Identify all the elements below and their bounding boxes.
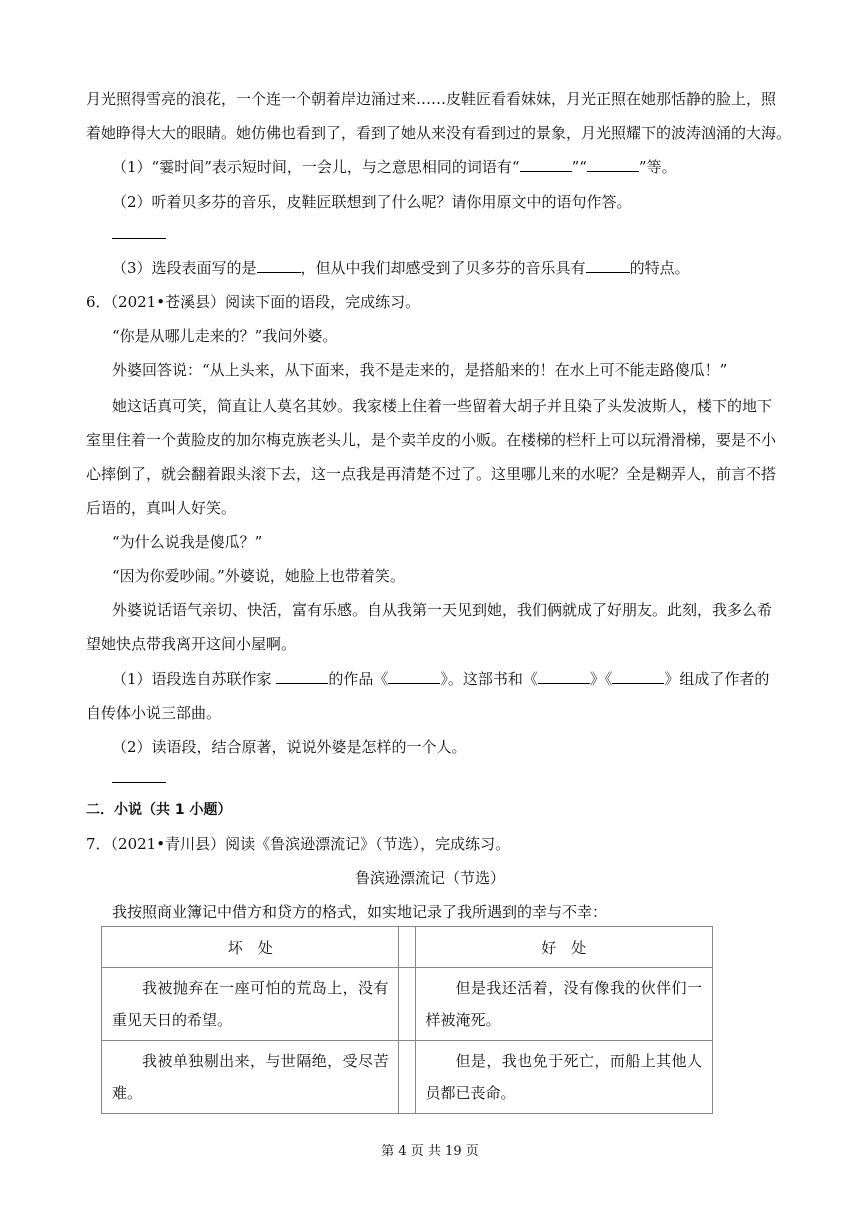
passage-line: “为什么说我是傻瓜？” bbox=[112, 533, 263, 551]
question-5-3 bbox=[112, 258, 776, 278]
question-6-2: （2）读语段，结合原著，说说外婆是怎样的一个人。 bbox=[112, 738, 467, 756]
question-5-1 bbox=[112, 157, 776, 177]
passage-line: 望她快点带我离开这间小屋啊。 bbox=[86, 635, 297, 653]
table-row bbox=[102, 968, 713, 1041]
passage-line: “因为你爱吵闹。”外婆说，她脸上也带着笑。 bbox=[112, 567, 405, 585]
question-text: ，但从中我们却感受到了贝多芬的音乐具有 bbox=[300, 259, 586, 277]
question-text: ”等。 bbox=[638, 158, 677, 176]
passage-line: 她这话真可笑，简直让人莫名其妙。我家楼上住着一些留着大胡子并且染了头发波斯人，楼下的地下 bbox=[112, 397, 773, 415]
question-6-title: 6．（2021•苍溪县）阅读下面的语段，完成练习。 bbox=[86, 293, 421, 311]
answer-blank[interactable] bbox=[587, 157, 639, 172]
answer-blank[interactable] bbox=[612, 669, 664, 684]
passage-title: 鲁滨逊漂流记（节选） bbox=[354, 869, 505, 887]
section-heading: 二．小说（共 1 小题） bbox=[86, 802, 232, 818]
answer-blank[interactable] bbox=[586, 258, 630, 273]
question-text: （1）语段选自苏联作家 bbox=[112, 670, 277, 688]
cell-text: 但是我还活着，没有像我的伙伴们一样被淹死。 bbox=[425, 979, 702, 1029]
table-cell bbox=[415, 1041, 713, 1114]
passage-line: 着她睁得大大的眼睛。她仿佛也看到了，看到了她从来没有看到过的景象，月光照耀下的波涛汹涌的大海。 bbox=[86, 124, 792, 142]
table-row bbox=[102, 1041, 713, 1114]
question-text: 的作品《 bbox=[328, 670, 389, 688]
table-divider bbox=[399, 1041, 415, 1114]
answer-blank[interactable] bbox=[538, 669, 590, 684]
table-cell bbox=[102, 968, 399, 1041]
answer-blank[interactable] bbox=[520, 157, 572, 172]
passage-line: 我按照商业簿记中借方和贷方的格式，如实地记录了我所遇到的幸与不幸： bbox=[112, 903, 608, 921]
passage-line: “你是从哪儿走来的？”我问外婆。 bbox=[112, 327, 338, 345]
question-text: （3）选段表面写的是 bbox=[112, 259, 257, 277]
passage-line: 室里住着一个黄脸皮的加尔梅克族老头儿，是个卖羊皮的小贩。在楼梯的栏杆上可以玩滑滑梯，要是不小 bbox=[86, 431, 777, 449]
page-footer: 第 4 页 共 19 页 bbox=[381, 1144, 479, 1159]
question-5-2: （2）听着贝多芬的音乐，皮鞋匠联想到了什么呢？请你用原文中的语句作答。 bbox=[112, 193, 632, 211]
table-header: 好 处 bbox=[415, 927, 713, 968]
passage-line: 外婆说话语气亲切、快活，富有乐感。自从我第一天见到她，我们俩就成了好朋友。此刻，我多么希 bbox=[112, 601, 773, 619]
cell-text: 我被单独剔出来，与世隔绝，受尽苦难。 bbox=[112, 1052, 389, 1102]
answer-line[interactable] bbox=[112, 238, 166, 239]
table-cell bbox=[415, 968, 713, 1041]
table-header: 坏 处 bbox=[102, 927, 399, 968]
table-divider bbox=[399, 968, 415, 1041]
question-text: 的特点。 bbox=[629, 259, 690, 277]
question-text: 》。这部书和《 bbox=[440, 670, 538, 688]
answer-line[interactable] bbox=[112, 782, 166, 783]
answer-blank[interactable] bbox=[388, 669, 440, 684]
table-header-row bbox=[102, 927, 713, 968]
question-text: 》《 bbox=[589, 670, 613, 688]
table-divider bbox=[399, 927, 415, 968]
answer-blank[interactable] bbox=[276, 669, 328, 684]
question-text: ”“ bbox=[571, 158, 587, 176]
passage-line: 外婆回答说：“从上头来，从下面来，我不是走来的，是搭船来的！在水上可不能走路傻瓜！” bbox=[112, 361, 728, 379]
question-text: （1）“霎时间”表示短时间，一会儿，与之意思相同的词语有“ bbox=[112, 158, 520, 176]
cell-text: 但是，我也免于死亡，而船上其他人员都已丧命。 bbox=[425, 1052, 702, 1102]
question-text: 自传体小说三部曲。 bbox=[86, 704, 222, 722]
ledger-table bbox=[101, 926, 713, 1114]
question-6-1 bbox=[112, 669, 776, 689]
answer-blank[interactable] bbox=[257, 258, 301, 273]
cell-text: 我被抛弃在一座可怕的荒岛上，没有重见天日的希望。 bbox=[112, 979, 389, 1029]
passage-line: 月光照得雪亮的浪花，一个连一个朝着岸边涌过来……皮鞋匠看看妹妹，月光正照在她那恬静的脸上，照 bbox=[86, 90, 777, 108]
question-text: 》组成了作者的 bbox=[664, 670, 770, 688]
question-7-title: 7．（2021•青川县）阅读《鲁滨逊漂流记》（节选），完成练习。 bbox=[86, 835, 511, 853]
table-cell bbox=[102, 1041, 399, 1114]
passage-line: 后语的，真叫人好笑。 bbox=[86, 499, 237, 517]
passage-line: 心摔倒了，就会翻着跟头滚下去，这一点我是再清楚不过了。这里哪儿来的水呢？全是糊弄人，前言不搭 bbox=[86, 465, 777, 483]
